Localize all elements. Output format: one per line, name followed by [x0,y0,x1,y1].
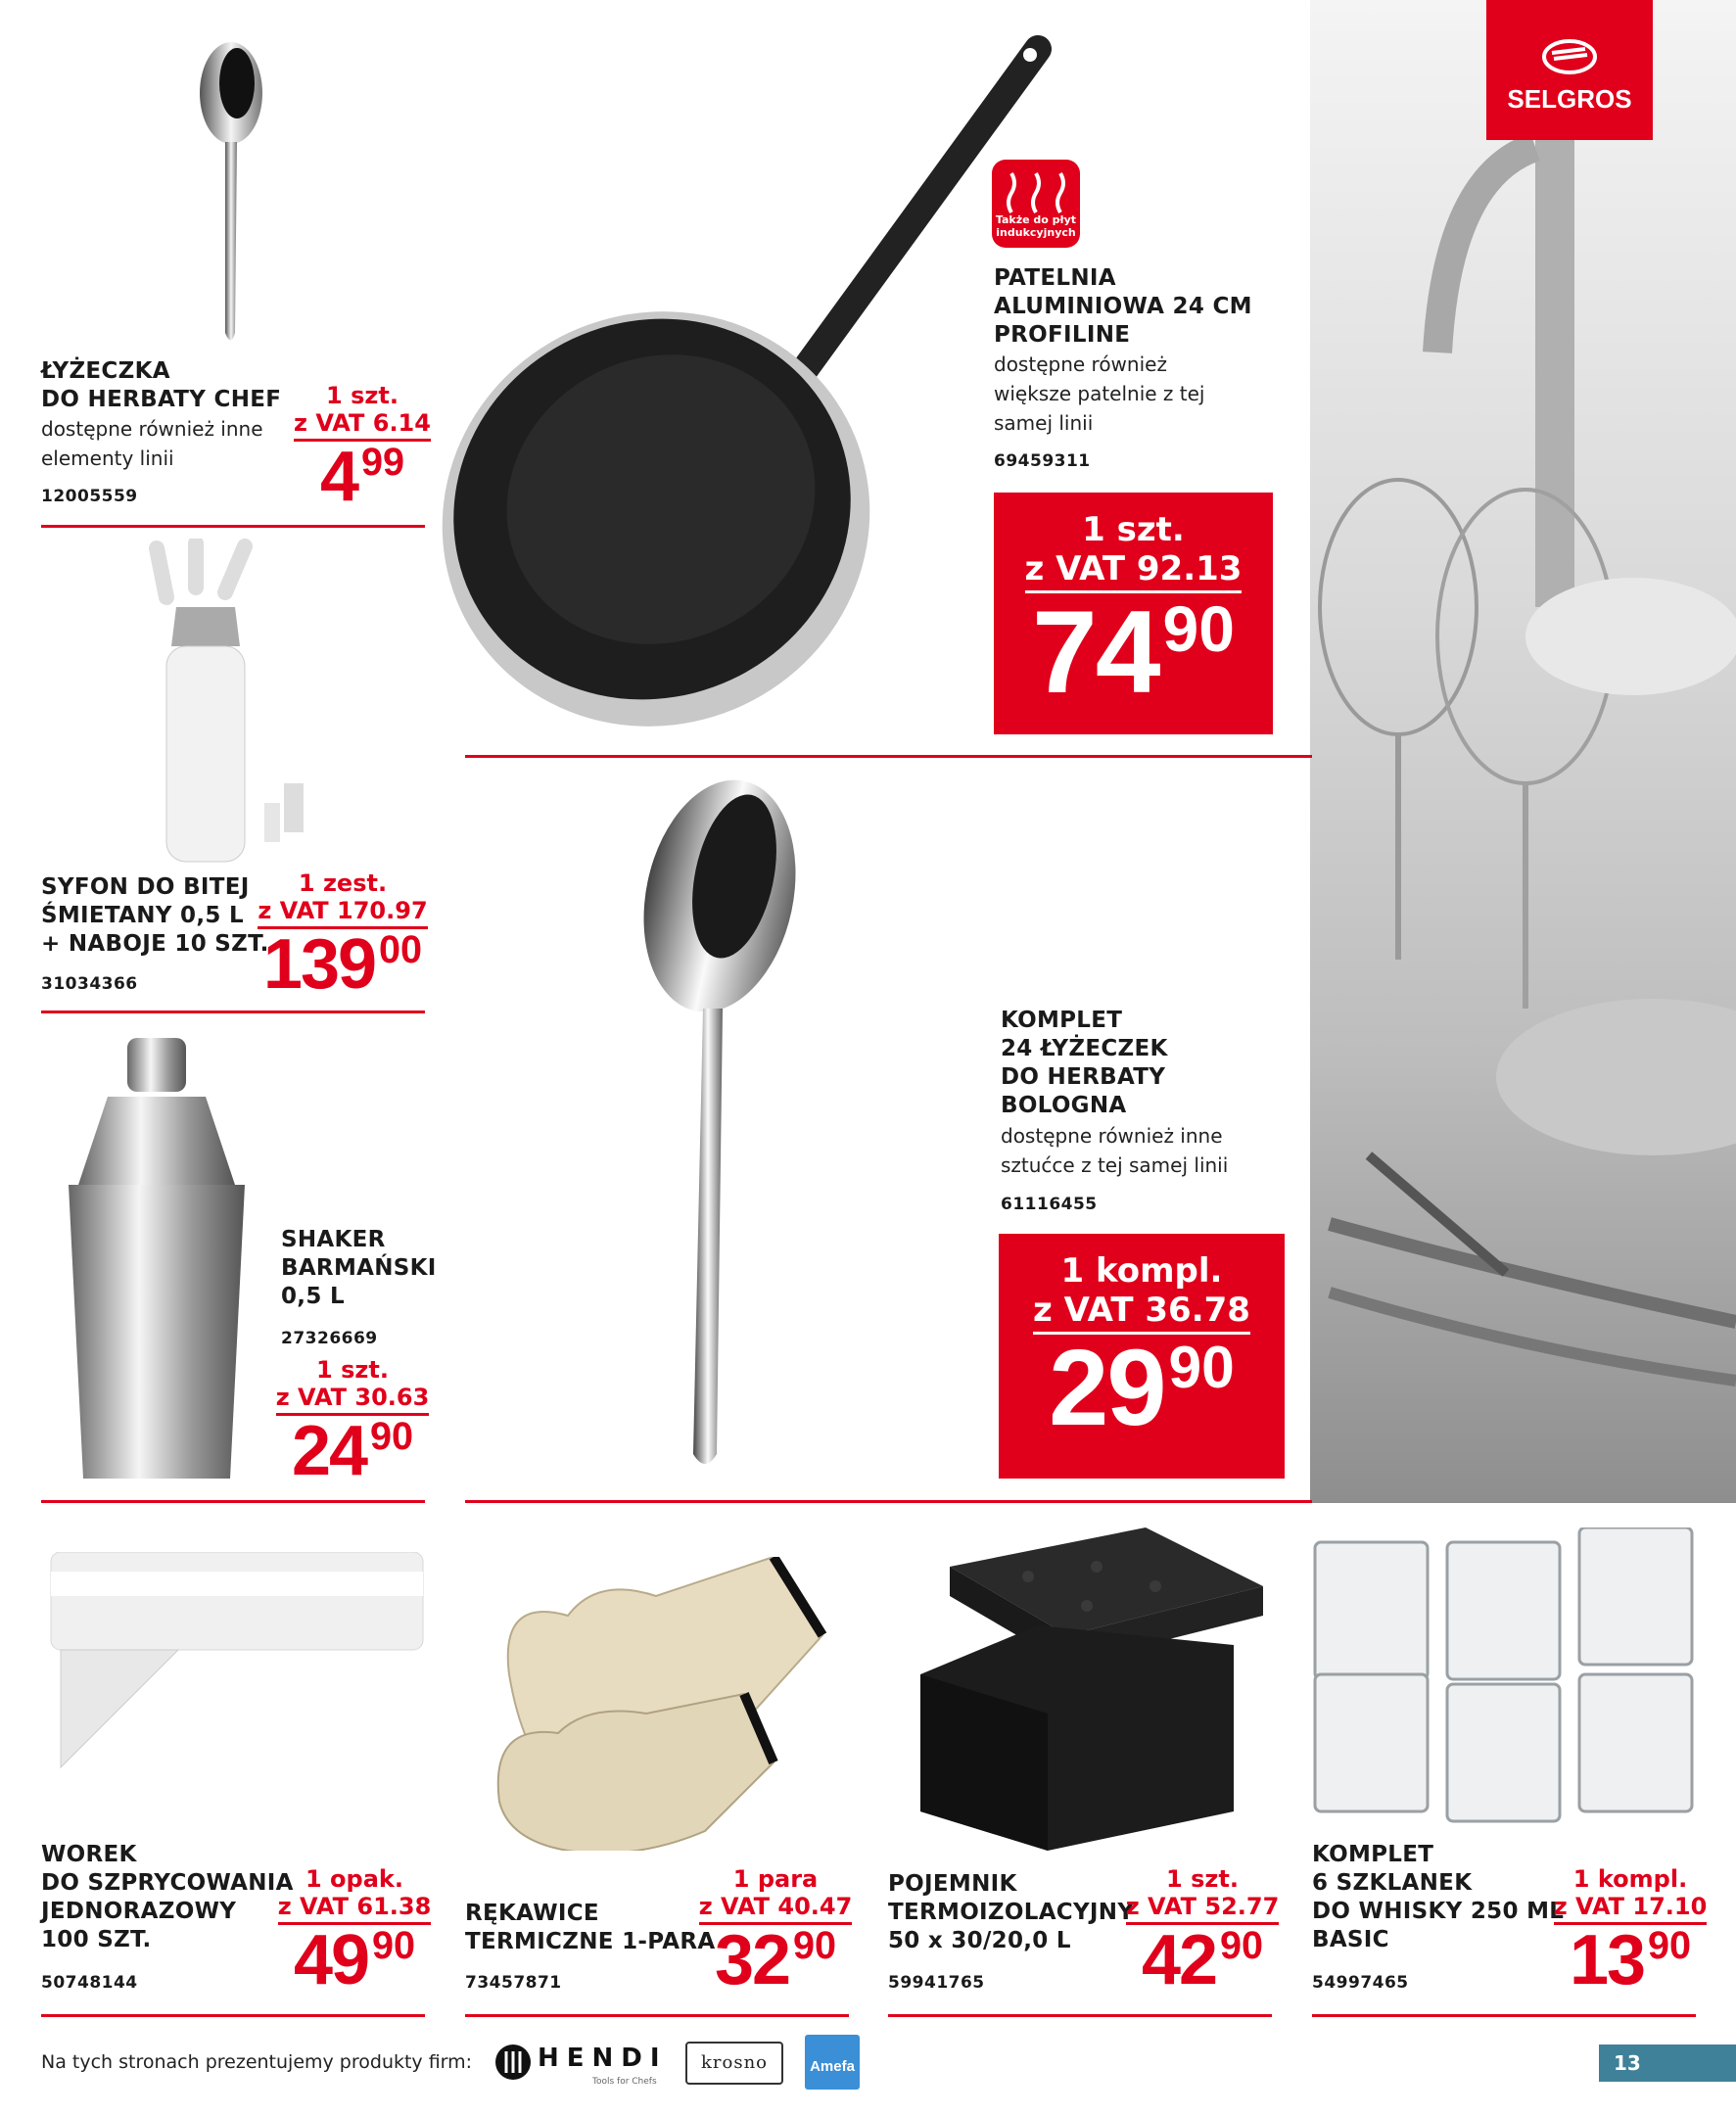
price-block: 1 szt. z VAT 30.63 24 $^{90}$ [275,1356,430,1490]
product-code: 54997465 [1312,1973,1409,1993]
price-block: 1 opak. z VAT 61.38 49 $^{90}$ [277,1865,432,1999]
price-box: 1 kompl. z VAT 36.78 $29^{90}$ [999,1234,1285,1479]
cream-siphon-image [137,539,333,871]
hendi-mark-icon [494,2044,532,2081]
price-block: 1 zest. z VAT 170.97 139 $^{00}$ [258,870,428,1004]
product-description: dostępne również inne elementy linii [41,417,263,470]
induction-badge-text: Także do płyt indukcyjnych [995,213,1077,239]
section-divider [888,2014,1272,2017]
section-divider [465,755,1312,758]
section-divider [41,2014,425,2017]
product-title: PATELNIA ALUMINIOWA 24 CM PROFILINE [994,265,1252,348]
product-title: KOMPLET 6 SZKLANEK DO WHISKY 250 ML BASIC [1312,1842,1565,1952]
product-description: dostępne również większe patelnie z tej samej linii [994,352,1205,435]
piping-bag-roll-image [41,1552,433,1797]
product-code: 50748144 [41,1973,138,1993]
footer-note: Na tych stronach prezentujemy produkty firm: [41,2051,473,2073]
teaspoon-image [186,39,274,352]
product-title: RĘKAWICE TERMICZNE 1-PARA [465,1901,716,1954]
product-code: 27326669 [281,1329,378,1348]
product-description: dostępne również inne sztućce z tej samej linii [1001,1124,1229,1177]
product-title: ŁYŻECZKA DO HERBATY CHEF [41,358,282,412]
price-block: 1 para z VAT 40.47 32 $^{90}$ [698,1865,853,1999]
product-code: 73457871 [465,1973,562,1993]
product-code: 69459311 [994,451,1091,471]
section-divider [465,1500,1312,1503]
product-title: KOMPLET 24 ŁYŻECZEK DO HERBATY BOLOGNA [1001,1008,1168,1118]
price-block: 1 kompl. z VAT 17.10 13 $^{90}$ [1553,1865,1708,1999]
price-box: 1 szt. z VAT 92.13 $74^{90}$ [994,493,1273,734]
hendi-logo: HENDI Tools for Chefs [494,2042,661,2091]
product-title: WOREK DO SZPRYCOWANIA JEDNORAZOWY 100 SZT. [41,1842,294,1952]
product-title: SYFON DO BITEJ ŚMIETANY 0,5 L + NABOJE 10 SZT. [41,874,269,957]
product-code: 31034366 [41,974,138,994]
brand-name: SELGROS [1507,84,1632,114]
section-divider [465,2014,849,2017]
price-block: 1 szt. z VAT 52.77 42 $^{90}$ [1125,1865,1280,1999]
thermobox-image [901,1528,1273,1851]
cocktail-shaker-image [49,1038,255,1488]
selgros-logo [1486,0,1653,140]
product-code: 12005559 [41,487,138,506]
page-number: 13 [1614,2051,1641,2075]
frying-pan-image [431,20,1057,734]
product-code: 61116455 [1001,1195,1098,1214]
selgros-emblem-icon [1540,37,1599,76]
teaspoon-set-image [627,778,803,1474]
section-divider [1312,2014,1696,2017]
krosno-logo: krosno [685,2042,783,2085]
tableware-photo [1310,0,1736,1503]
page-number-tab [1599,2044,1736,2082]
product-code: 59941765 [888,1973,985,1993]
amefa-logo: Amefa [805,2035,860,2090]
section-divider [41,1010,425,1013]
section-divider [41,525,425,528]
oven-mitts-image [480,1557,842,1851]
price-block: 1 szt. z VAT 6.14 4 $^{99}$ [294,382,431,516]
whisky-glasses-image [1310,1528,1702,1831]
product-title: SHAKER BARMAŃSKI 0,5 L [281,1227,437,1309]
product-title: POJEMNIK TERMOIZOLACYJNY 50 x 30/20,0 L [888,1871,1135,1953]
section-divider [41,1500,425,1503]
